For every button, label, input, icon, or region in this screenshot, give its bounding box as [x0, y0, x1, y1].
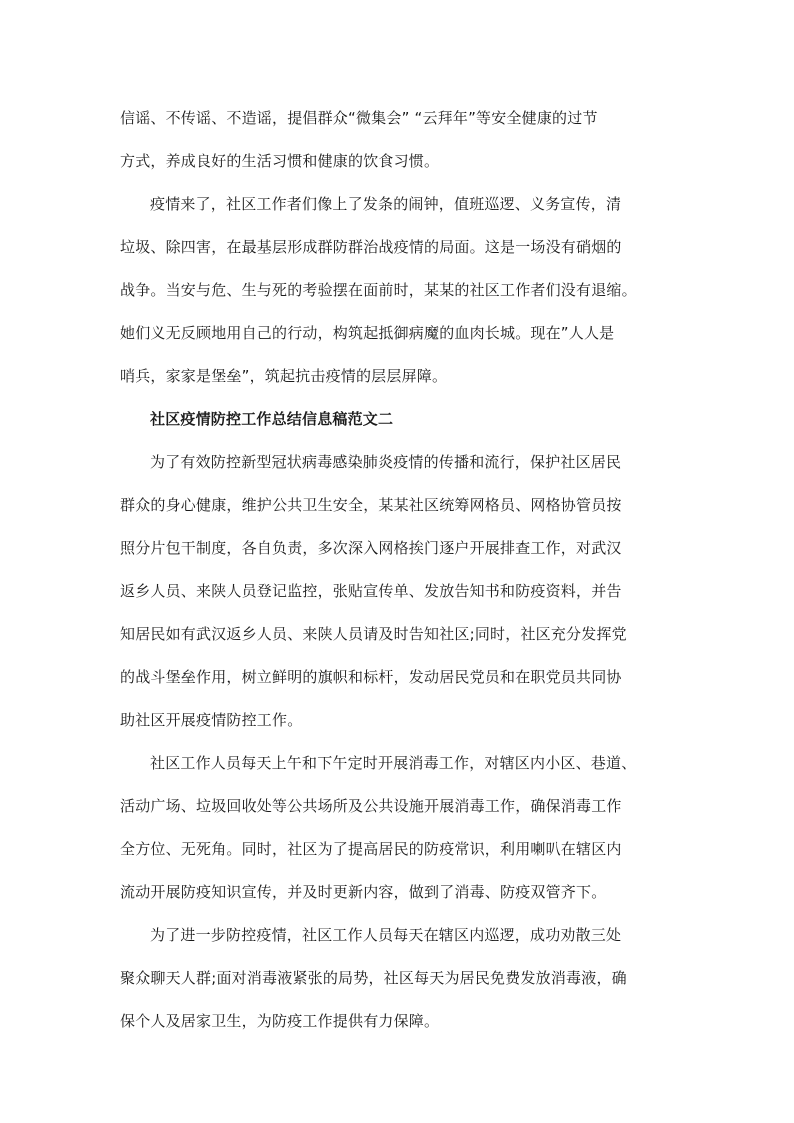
paragraph-first-line: 为了有效防控新型冠状病毒感染肺炎疫情的传播和流行，保护社区居民	[150, 453, 622, 471]
text-line: 活动广场、垃圾回收处等公共场所及公共设施开展消毒工作，确保消毒工作	[120, 797, 622, 815]
paragraph-first-line: 社区工作人员每天上午和下午定时开展消毒工作，对辖区内小区、巷道、	[150, 754, 637, 772]
text-line: 助社区开展疫情防控工作。	[120, 711, 303, 729]
text-line: 照分片包干制度，各自负责，多次深入网格挨门逐户开展排查工作，对武汉	[120, 539, 622, 557]
text-line: 哨兵，家家是堡垒”，筑起抗击疫情的层层屏障。	[120, 367, 448, 385]
text-line: 知居民如有武汉返乡人员、来陕人员请及时告知社区;同时，社区充分发挥党	[120, 625, 627, 643]
text-line: 垃圾、除四害，在最基层形成群防群治战疫情的局面。这是一场没有硝烟的	[120, 238, 622, 256]
text-line: 聚众聊天人群;面对消毒液紧张的局势，社区每天为居民免费发放消毒液，确	[120, 969, 627, 987]
text-line: 她们义无反顾地用自己的行动，构筑起抵御病魔的血肉长城。现在”人人是	[120, 324, 615, 342]
text-line: 的战斗堡垒作用，树立鲜明的旗帜和标杆，发动居民党员和在职党员共同协	[120, 668, 622, 686]
text-line: 群众的身心健康，维护公共卫生安全，某某社区统筹网格员、网格协管员按	[120, 496, 622, 514]
section-heading: 社区疫情防控工作总结信息稿范文二	[150, 410, 394, 428]
text-line: 流动开展防疫知识宣传，并及时更新内容，做到了消毒、防疫双管齐下。	[120, 883, 607, 901]
paragraph-first-line: 疫情来了，社区工作者们像上了发条的闹钟，值班巡逻、义务宣传，清	[150, 195, 622, 213]
text-line: 保个人及居家卫生，为防疫工作提供有力保障。	[120, 1012, 440, 1030]
text-line: 信谣、不传谣、不造谣，提倡群众“微集会” “云拜年”等安全健康的过节	[120, 109, 598, 127]
text-line: 返乡人员、来陕人员登记监控，张贴宣传单、发放告知书和防疫资料，并告	[120, 582, 622, 600]
text-line: 全方位、无死角。同时，社区为了提高居民的防疫常识，利用喇叭在辖区内	[120, 840, 622, 858]
paragraph-first-line: 为了进一步防控疫情，社区工作人员每天在辖区内巡逻，成功劝散三处	[150, 926, 622, 944]
text-line: 方式，养成良好的生活习惯和健康的饮食习惯。	[120, 152, 440, 170]
text-line: 战争。当安与危、生与死的考验摆在面前时，某某的社区工作者们没有退缩。	[120, 281, 637, 299]
